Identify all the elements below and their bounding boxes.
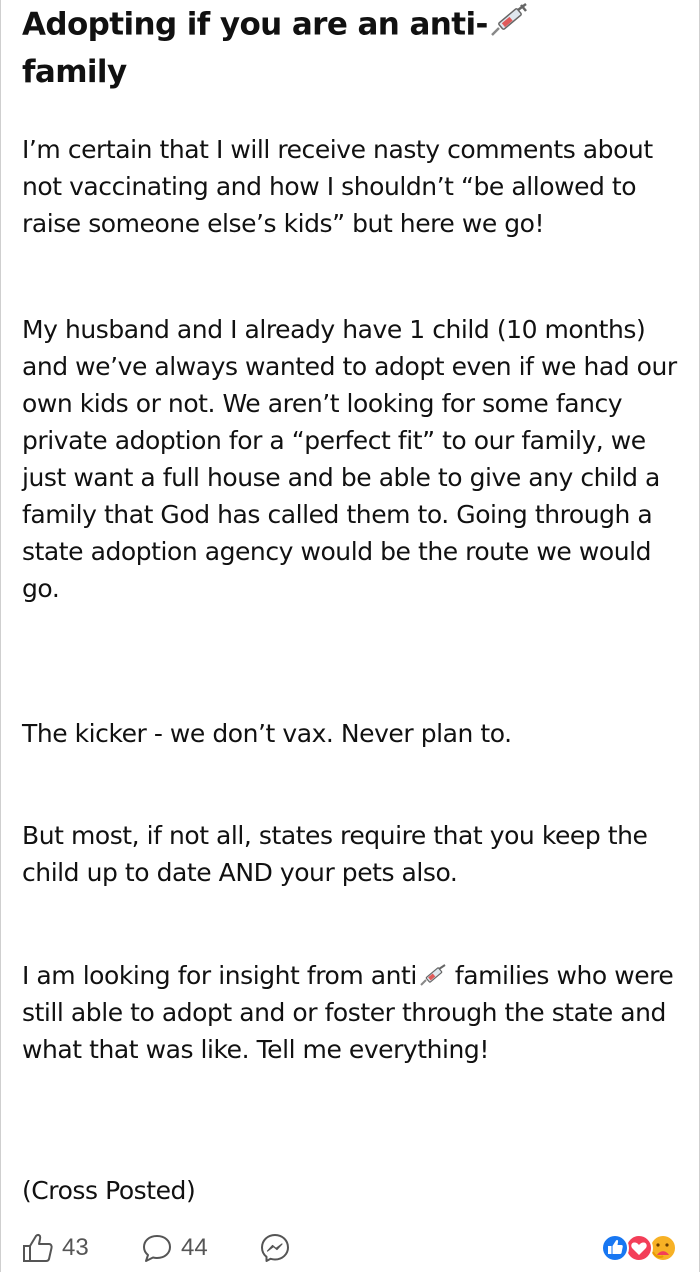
post-paragraph-1: I’m certain that I will receive nasty comments about not vaccinating and how I shouldn’t “be allowed to raise someone else’s kids” but here we go! [22, 135, 653, 238]
post-paragraph-6: (Cross Posted) [22, 1176, 196, 1205]
post-title-text-line2: family [22, 54, 127, 90]
like-reaction-icon [602, 1235, 628, 1261]
love-reaction-icon [626, 1235, 652, 1261]
post-paragraph-5 [22, 957, 690, 1068]
messenger-icon [259, 1232, 291, 1264]
post-paragraph-2: My husband and I already have 1 child (10 months) and we’ve always wanted to adopt even if we had our own kids or not. We aren’t looking for some fancy private adoption for a “perfect fit” to our family, we just want a full house and be able to give any child a family that God has called them to. Going through a state adoption agency would be the route we would go. [22, 315, 677, 603]
messenger-share-button[interactable] [259, 1228, 291, 1268]
post-actions-bar [1, 1228, 700, 1268]
like-button[interactable] [22, 1228, 89, 1268]
post-paragraph-5-start: I am looking for insight from anti [22, 961, 417, 990]
syringe-icon [488, 2, 532, 50]
post-paragraph-4: But most, if not all, states require that you keep the child up to date AND your pets also. [22, 821, 648, 887]
comment-bubble-icon [141, 1233, 173, 1263]
care-reaction-icon [650, 1235, 676, 1261]
thumbs-up-icon [22, 1233, 54, 1263]
post-title-text: Adopting if you are an anti- [22, 6, 488, 43]
comment-button[interactable] [141, 1228, 208, 1268]
comment-count: 44 [181, 1234, 208, 1261]
reactions-summary[interactable] [597, 1232, 681, 1264]
post-paragraph-3: The kicker - we don’t vax. Never plan to. [22, 719, 512, 748]
post-title [22, 2, 672, 94]
syringe-icon [419, 959, 449, 981]
post-paragraph-5-end: families who were still able to adopt and or foster through the state and what that was like. Tell me everything! [22, 961, 674, 1064]
like-count: 43 [62, 1234, 89, 1261]
